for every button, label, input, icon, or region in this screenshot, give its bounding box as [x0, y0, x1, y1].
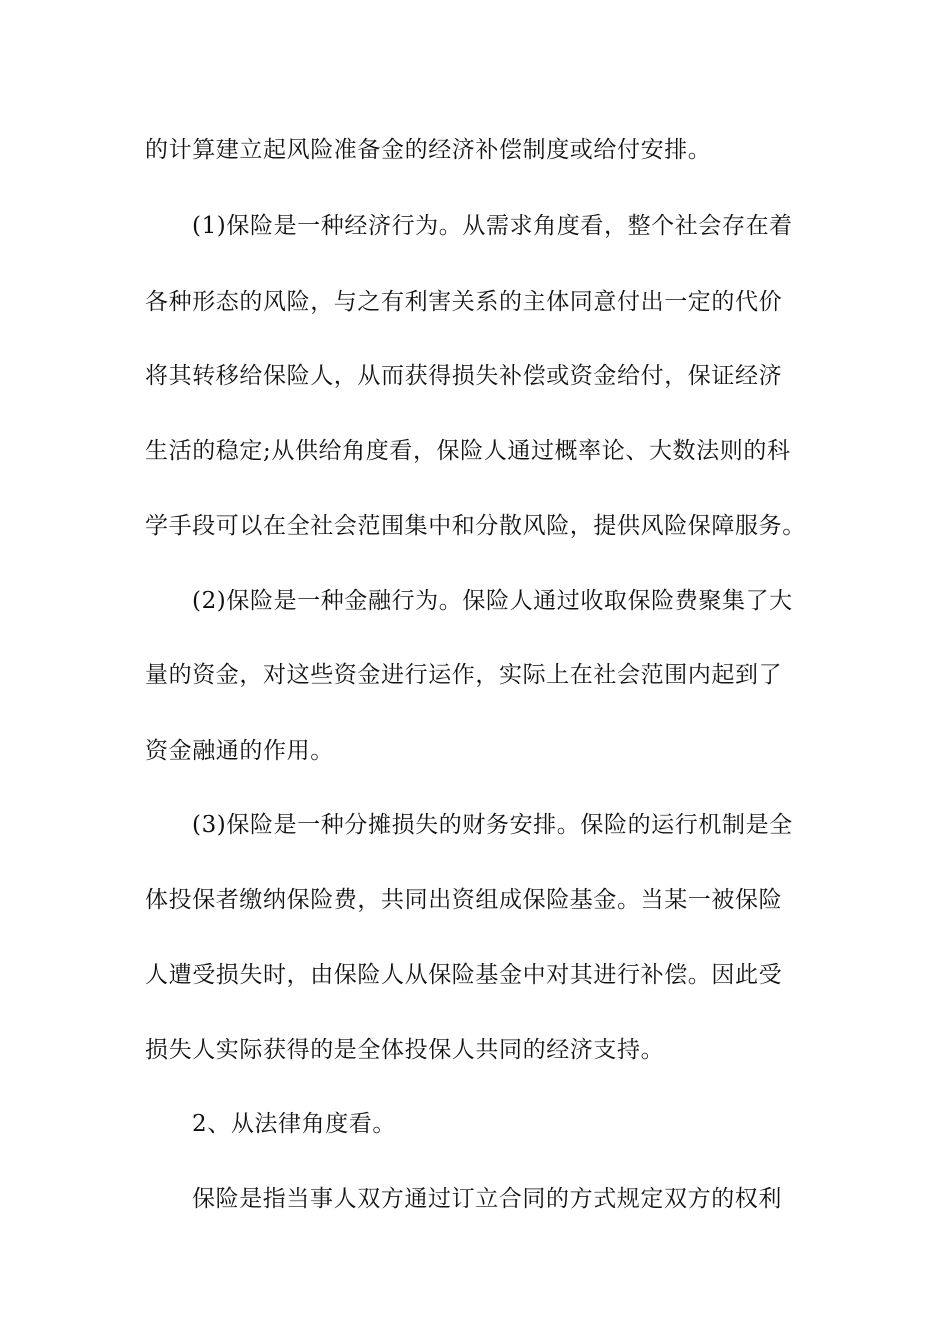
- text-line: 资金融通的作用。: [145, 738, 334, 764]
- text-line: 将其转移给保险人，从而获得损失补偿或资金给付，保证经济: [145, 363, 783, 389]
- paragraph-start: 保险是指当事人双方通过订立合同的方式规定双方的权利: [192, 1186, 782, 1212]
- text-line: 人遭受损失时，由保险人从保险基金中对其进行补偿。因此受: [145, 962, 783, 988]
- text-line: 生活的稳定;从供给角度看，保险人通过概率论、大数法则的科: [145, 438, 791, 464]
- section-heading: 2、从法律角度看。: [192, 1111, 397, 1137]
- text-line: 的计算建立起风险准备金的经济补偿制度或给付安排。: [145, 137, 712, 163]
- paragraph-start: (2)保险是一种金融行为。保险人通过收取保险费聚集了大: [192, 588, 793, 614]
- text-line: 损失人实际获得的是全体投保人共同的经济支持。: [145, 1037, 665, 1063]
- text-line: 各种形态的风险，与之有利害关系的主体同意付出一定的代价: [145, 289, 783, 315]
- paragraph-start: (3)保险是一种分摊损失的财务安排。保险的运行机制是全: [192, 812, 793, 838]
- paragraph-start: (1)保险是一种经济行为。从需求角度看，整个社会存在着: [192, 213, 793, 239]
- text-line: 学手段可以在全社会范围集中和分散风险，提供风险保障服务。: [145, 513, 806, 539]
- text-line: 体投保者缴纳保险费，共同出资组成保险基金。当某一被保险: [145, 887, 783, 913]
- text-line: 量的资金，对这些资金进行运作，实际上在社会范围内起到了: [145, 662, 783, 688]
